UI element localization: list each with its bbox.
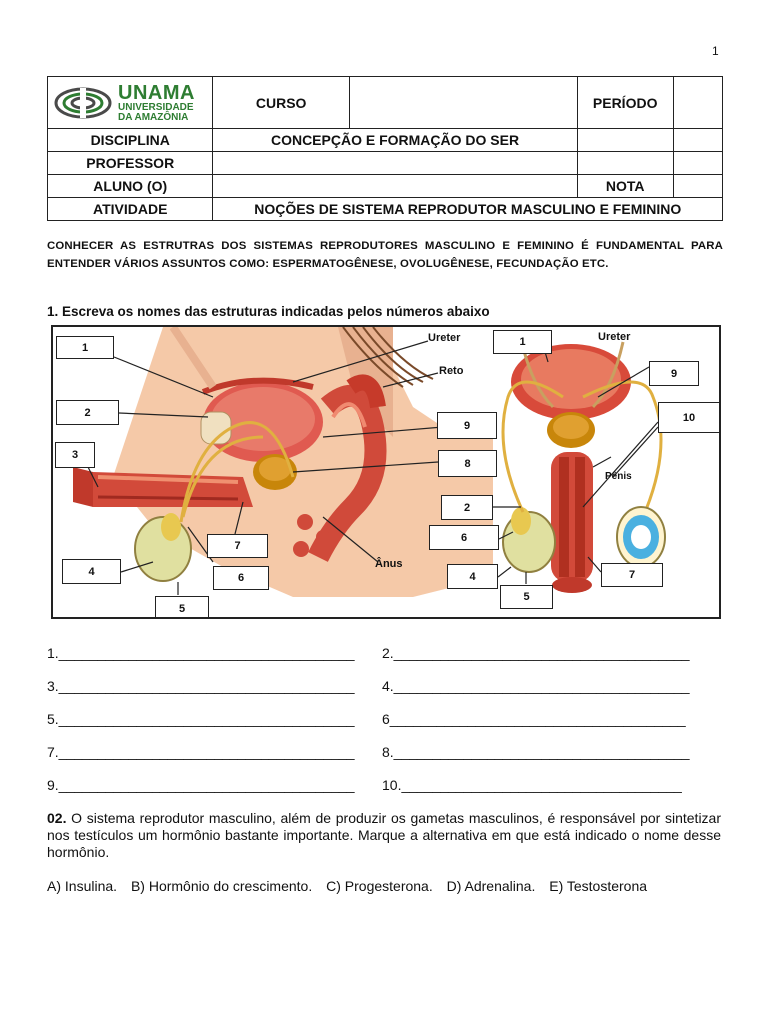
nota-label: NOTA xyxy=(577,175,673,198)
aluno-label: ALUNO (O) xyxy=(48,175,213,198)
box-right-6: 6 xyxy=(429,525,499,550)
unama-logo xyxy=(54,83,206,123)
curso-field[interactable] xyxy=(349,77,577,129)
logo-line1: UNIVERSIDADE xyxy=(118,101,194,113)
box-left-5: 5 xyxy=(155,596,209,619)
header-table xyxy=(47,76,723,221)
answer-4[interactable]: 4.______________________________________ xyxy=(382,678,690,694)
answer-1[interactable]: 1.______________________________________ xyxy=(47,645,355,661)
box-left-2: 2 xyxy=(56,400,119,425)
professor-extra-2 xyxy=(673,152,722,175)
answer-5[interactable]: 5.______________________________________ xyxy=(47,711,355,727)
box-left-6: 6 xyxy=(213,566,269,590)
answer-8[interactable]: 8.______________________________________ xyxy=(382,744,690,760)
curso-label: CURSO xyxy=(213,77,349,129)
logo-name: UNAMA xyxy=(118,81,195,104)
reproductive-system-figure xyxy=(51,325,721,619)
page-number: 1 xyxy=(712,44,719,58)
disciplina-extra-2 xyxy=(673,129,722,152)
option-a[interactable]: A) Insulina. xyxy=(47,878,118,894)
label-reto: Reto xyxy=(439,365,464,377)
question-2-text: O sistema reprodutor masculino, além de produzir os gametas masculinos, é responsável por sintetizar nos testículos um hormônio bastante importante. Marque a alternativa em que está indicado o nome desse hormônio. xyxy=(47,810,721,860)
professor-extra-1 xyxy=(577,152,673,175)
atividade-label: ATIVIDADE xyxy=(48,198,213,221)
box-right-4: 4 xyxy=(447,564,498,589)
option-e[interactable]: E) Testosterona xyxy=(549,878,648,894)
label-penis: Pênis xyxy=(605,471,632,482)
disciplina-label: DISCIPLINA xyxy=(48,129,213,152)
periodo-field[interactable] xyxy=(673,77,722,129)
question-2-number: 02. xyxy=(47,810,67,826)
question-2-options xyxy=(47,878,657,894)
answer-3[interactable]: 3.______________________________________ xyxy=(47,678,355,694)
label-ureter-left: Ureter xyxy=(428,332,461,344)
box-right-10: 10 xyxy=(658,402,720,433)
box-right-2: 2 xyxy=(441,495,493,520)
question-1-title: 1. Escreva os nomes das estruturas indicadas pelos números abaixo xyxy=(47,304,490,319)
question-2 xyxy=(47,810,721,861)
atividade-value: NOÇÕES DE SISTEMA REPRODUTOR MASCULINO E FEMININO xyxy=(213,198,723,221)
professor-field[interactable] xyxy=(213,152,577,175)
answer-2[interactable]: 2.______________________________________ xyxy=(382,645,690,661)
intro-text: CONHECER AS ESTRUTRAS DOS SISTEMAS REPRODUTORES MASCULINO E FEMININO É FUNDAMENTAL PARA ENTENDER VÁRIOS ASSUNTOS COMO: ESPERMATOGÊNESE, OVOLUGÊNESE, FECUNDAÇÃO ETC. xyxy=(47,240,723,270)
periodo-label: PERÍODO xyxy=(577,77,673,129)
box-right-1: 1 xyxy=(493,330,552,354)
box-left-3: 3 xyxy=(55,442,95,468)
disciplina-extra-1 xyxy=(577,129,673,152)
box-right-5: 5 xyxy=(500,585,553,609)
logo-line2: DA AMAZÔNIA xyxy=(118,111,189,123)
label-ureter-right: Ureter xyxy=(598,331,631,343)
aluno-field[interactable] xyxy=(213,175,577,198)
box-right-9: 9 xyxy=(649,361,699,386)
answer-10[interactable]: 10.____________________________________ xyxy=(382,777,682,793)
disciplina-value: CONCEPÇÃO E FORMAÇÃO DO SER xyxy=(213,129,577,152)
label-anus: Ânus xyxy=(375,558,403,570)
box-left-4: 4 xyxy=(62,559,121,584)
option-c[interactable]: C) Progesterona. xyxy=(326,878,433,894)
professor-label: PROFESSOR xyxy=(48,152,213,175)
answer-9[interactable]: 9.______________________________________ xyxy=(47,777,355,793)
answer-6[interactable]: 6______________________________________ xyxy=(382,711,686,727)
box-right-7: 7 xyxy=(601,563,663,587)
option-d[interactable]: D) Adrenalina. xyxy=(446,878,536,894)
unama-logo-icon xyxy=(54,86,112,120)
answer-7[interactable]: 7.______________________________________ xyxy=(47,744,355,760)
option-b[interactable]: B) Hormônio do crescimento. xyxy=(130,878,313,894)
box-left-9: 9 xyxy=(437,412,497,439)
box-left-7: 7 xyxy=(207,534,268,558)
box-left-1: 1 xyxy=(56,336,114,359)
logo-cell xyxy=(48,77,213,129)
box-left-8: 8 xyxy=(438,450,497,477)
nota-field[interactable] xyxy=(673,175,722,198)
